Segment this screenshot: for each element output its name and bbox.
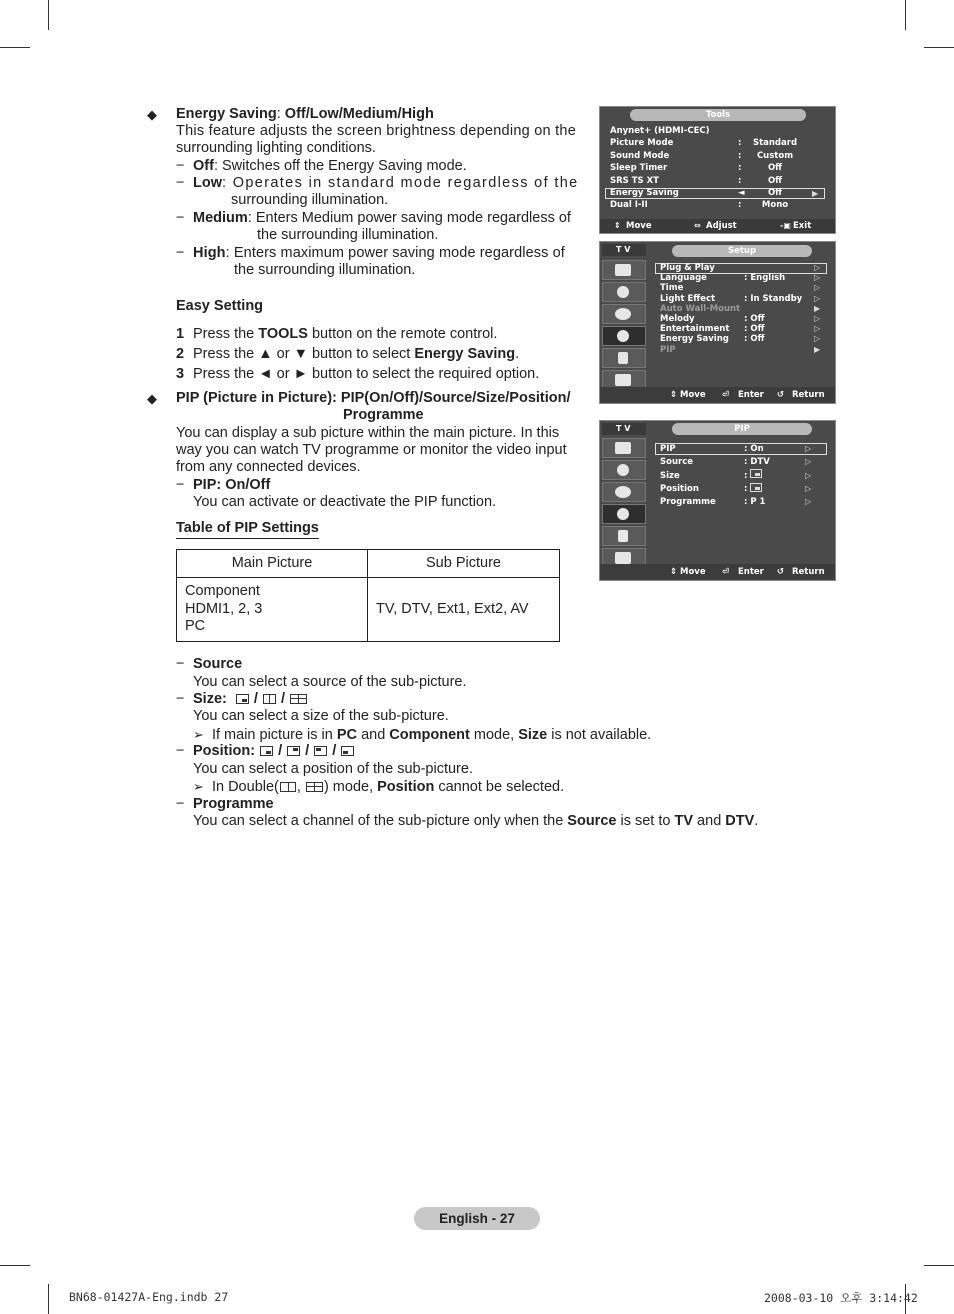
osd-tools-row-value: Custom bbox=[756, 150, 794, 161]
dash-bullet: − bbox=[176, 796, 185, 812]
channel-menu-icon bbox=[602, 304, 646, 324]
energy-saving-heading: Energy Saving: Off/Low/Medium/High bbox=[176, 106, 434, 122]
submenu-arrow-icon: ▷ bbox=[805, 483, 812, 493]
dash-bullet: − bbox=[176, 158, 185, 174]
size-text: You can select a size of the sub-picture. bbox=[193, 708, 449, 724]
energy-low-item-cont: surrounding illumination. bbox=[231, 192, 389, 208]
pip-heading: PIP (Picture in Picture): PIP(On/Off)/Source/Size/Position/ bbox=[176, 390, 571, 406]
programme-label: Programme bbox=[193, 796, 274, 812]
return-icon: ↺ bbox=[777, 567, 785, 577]
crop-mark bbox=[0, 1265, 30, 1266]
energy-desc-line: This feature adjusts the screen brightness depending on the bbox=[176, 123, 577, 139]
osd-tools-row-colon: ◄ bbox=[738, 188, 745, 198]
picture-menu-icon bbox=[602, 260, 646, 280]
source-text: You can select a source of the sub-picture. bbox=[193, 674, 467, 690]
osd-setup-row-value: : Off bbox=[744, 334, 765, 345]
osd-foot-move: Move bbox=[680, 567, 706, 577]
osd-pip-row-label: Programme bbox=[660, 497, 716, 508]
submenu-arrow-icon: ▷ bbox=[805, 444, 812, 453]
submenu-arrow-icon: ▷ bbox=[814, 263, 821, 272]
submenu-arrow-icon: ▷ bbox=[814, 324, 821, 334]
position-bottom-left-icon bbox=[341, 746, 354, 756]
pip-settings-table bbox=[176, 549, 560, 642]
osd-tools-row-label: Energy Saving bbox=[610, 188, 679, 198]
position-top-left-icon bbox=[314, 746, 327, 756]
pip-position-icon bbox=[750, 483, 762, 492]
osd-selection-highlight bbox=[655, 443, 827, 455]
osd-foot-move: Move bbox=[680, 390, 706, 400]
osd-pip-row-label: Size bbox=[660, 470, 680, 481]
double-mode-icon bbox=[280, 782, 296, 792]
pip-onoff-text: You can activate or deactivate the PIP function. bbox=[193, 494, 497, 510]
osd-pip-row-value: : bbox=[744, 483, 748, 494]
size-small-icon bbox=[236, 694, 249, 704]
osd-pip-row-value: : bbox=[744, 470, 748, 481]
table-header-sub: Sub Picture bbox=[368, 550, 560, 578]
energy-low-item: Low: Operates in standard mode regardless of the bbox=[193, 175, 579, 191]
programme-text: You can select a channel of the sub-picture only when the Source is set to TV and DTV. bbox=[193, 813, 759, 829]
source-label: Source bbox=[193, 656, 243, 672]
setup-menu-icon bbox=[602, 504, 646, 524]
crop-mark bbox=[924, 47, 954, 48]
osd-tools-footer bbox=[600, 219, 835, 233]
osd-tools-row-colon: : bbox=[738, 163, 742, 174]
move-icon: ⇕ bbox=[670, 390, 678, 400]
osd-tools-row-colon: : bbox=[738, 150, 742, 161]
submenu-arrow-icon: ▶ bbox=[814, 303, 821, 313]
enter-icon: ⏎ bbox=[722, 567, 730, 577]
picture-menu-icon bbox=[602, 438, 646, 458]
submenu-arrow-icon: ▶ bbox=[814, 344, 821, 354]
table-header-main: Main Picture bbox=[177, 550, 368, 578]
osd-foot-adjust: Adjust bbox=[706, 221, 737, 231]
print-slug-file: BN68-01427A-Eng.indb 27 bbox=[69, 1290, 229, 1304]
size-label: Size: / / bbox=[193, 691, 308, 708]
diamond-bullet-icon: ◆ bbox=[147, 107, 157, 122]
energy-medium-item: Medium: Enters Medium power saving mode regardless of bbox=[193, 210, 571, 226]
move-icon: ⇕ bbox=[670, 567, 678, 577]
table-cell-sub: TV, DTV, Ext1, Ext2, AV bbox=[368, 578, 560, 642]
osd-tools-row-colon: : bbox=[738, 175, 742, 186]
pip-size-icon bbox=[750, 469, 762, 478]
osd-tools-row-label: Picture Mode bbox=[610, 138, 674, 149]
step-text: Press the TOOLS button on the remote control. bbox=[193, 326, 498, 342]
dash-bullet: − bbox=[176, 743, 185, 759]
submenu-arrow-icon: ▷ bbox=[805, 497, 812, 507]
osd-setup-row-value: : In Standby bbox=[744, 293, 803, 304]
submenu-arrow-icon: ▷ bbox=[805, 470, 812, 480]
submenu-arrow-icon: ▷ bbox=[814, 334, 821, 344]
osd-setup-row-value: : English bbox=[744, 273, 786, 284]
size-double-wide-icon bbox=[290, 694, 307, 704]
osd-pip-row-label: Source bbox=[660, 457, 694, 468]
setup-menu-icon bbox=[602, 326, 646, 346]
osd-setup-row-label: PIP bbox=[660, 344, 676, 355]
osd-foot-enter: Enter bbox=[738, 390, 764, 400]
osd-setup-row-label: Auto Wall-Mount bbox=[660, 303, 741, 314]
sound-menu-icon bbox=[602, 282, 646, 302]
osd-tools-row-label: Sound Mode bbox=[610, 150, 670, 161]
pip-desc-line: You can display a sub picture within the main picture. In this bbox=[176, 425, 560, 441]
osd-tools-menu bbox=[599, 106, 836, 234]
osd-tools-row-label: Anynet+ (HDMI-CEC) bbox=[610, 126, 710, 136]
easy-setting-heading: Easy Setting bbox=[176, 298, 264, 314]
position-top-right-icon bbox=[287, 746, 300, 756]
position-note: ➢ In Double( , ) mode, Position cannot be selected. bbox=[193, 779, 565, 795]
osd-tools-row-value: Off bbox=[767, 175, 783, 186]
pip-desc-line: way you can watch TV programme or monitor the video input bbox=[176, 442, 567, 458]
osd-tools-row-colon: : bbox=[738, 138, 742, 149]
osd-pip-menu bbox=[599, 420, 836, 581]
pip-desc-line: from any connected devices. bbox=[176, 459, 361, 475]
channel-menu-icon bbox=[602, 482, 646, 502]
size-double-icon bbox=[263, 694, 276, 704]
crop-mark bbox=[905, 0, 906, 30]
energy-desc-line: surrounding lighting conditions. bbox=[176, 140, 376, 156]
osd-pip-row-label: Position bbox=[660, 483, 699, 494]
submenu-arrow-icon: ▷ bbox=[814, 293, 821, 303]
osd-setup-footer bbox=[600, 387, 835, 403]
step-text: Press the ▲ or ▼ button to select Energy Saving. bbox=[193, 346, 520, 362]
osd-tools-row-label: Dual I-II bbox=[610, 200, 648, 211]
step-number: 3 bbox=[176, 366, 185, 382]
pip-table-title: Table of PIP Settings bbox=[176, 520, 319, 539]
osd-tools-title: Tools bbox=[630, 109, 806, 121]
osd-foot-return: Return bbox=[792, 567, 825, 577]
dash-bullet: − bbox=[176, 691, 185, 707]
osd-foot-exit: Exit bbox=[793, 221, 812, 231]
osd-foot-move: Move bbox=[626, 221, 652, 231]
input-menu-icon bbox=[602, 526, 646, 546]
move-icon: ⇕ bbox=[614, 221, 621, 230]
double-wide-mode-icon bbox=[306, 782, 323, 792]
position-label: Position: / / / bbox=[193, 743, 355, 760]
pip-heading-cont: Programme bbox=[343, 407, 424, 423]
exit-icon: -▣ bbox=[780, 221, 791, 230]
osd-pip-row-label: PIP bbox=[660, 444, 676, 454]
submenu-arrow-icon: ▷ bbox=[805, 457, 812, 467]
adjust-icon: ⇔ bbox=[694, 221, 701, 230]
input-menu-icon bbox=[602, 348, 646, 368]
dash-bullet: − bbox=[176, 656, 185, 672]
osd-tools-row-value: Mono bbox=[761, 200, 789, 211]
dash-bullet: − bbox=[176, 477, 185, 493]
print-slug-date: 2008-03-10 오후 3:14:42 bbox=[764, 1291, 918, 1305]
dash-bullet: − bbox=[176, 210, 185, 226]
submenu-arrow-icon: ▷ bbox=[814, 314, 821, 323]
osd-setup-row-value: : Off bbox=[744, 314, 765, 324]
osd-tv-label: T V bbox=[602, 244, 646, 256]
osd-foot-enter: Enter bbox=[738, 567, 764, 577]
osd-setup-menu bbox=[599, 241, 836, 404]
osd-tools-row-value: Off bbox=[767, 163, 783, 174]
osd-foot-return: Return bbox=[792, 390, 825, 400]
dash-bullet: − bbox=[176, 175, 185, 191]
osd-tools-row-colon: : bbox=[738, 200, 742, 211]
osd-setup-row-value: : Off bbox=[744, 324, 765, 335]
enter-icon: ⏎ bbox=[722, 390, 730, 400]
table-cell-main: Component HDMI1, 2, 3 PC bbox=[177, 578, 368, 642]
energy-high-item: High: Enters maximum power saving mode regardless of bbox=[193, 245, 565, 261]
position-bottom-right-icon bbox=[260, 746, 273, 756]
osd-setup-row-label: Language bbox=[660, 273, 707, 284]
sound-menu-icon bbox=[602, 460, 646, 480]
osd-setup-row-label: Time bbox=[660, 283, 684, 294]
step-number: 1 bbox=[176, 326, 185, 342]
osd-pip-title: PIP bbox=[672, 423, 812, 435]
pip-onoff-label: PIP: On/Off bbox=[193, 477, 271, 493]
right-arrow-icon: ▶ bbox=[812, 189, 819, 198]
energy-high-item-cont: the surrounding illumination. bbox=[234, 262, 416, 278]
osd-pip-footer bbox=[600, 564, 835, 580]
crop-mark bbox=[48, 0, 49, 30]
energy-off-item: Off: Switches off the Energy Saving mode. bbox=[193, 158, 467, 174]
osd-setup-row-label: Plug & Play bbox=[660, 263, 715, 273]
osd-pip-row-value: : P 1 bbox=[744, 497, 766, 508]
osd-setup-row-label: Energy Saving bbox=[660, 334, 729, 345]
size-note: ➢ If main picture is in PC and Component mode, Size is not available. bbox=[193, 727, 652, 743]
step-text: Press the ◄ or ► button to select the required option. bbox=[193, 366, 540, 382]
position-text: You can select a position of the sub-picture. bbox=[193, 761, 473, 777]
diamond-bullet-icon: ◆ bbox=[147, 391, 157, 406]
osd-setup-row-label: Entertainment bbox=[660, 324, 730, 335]
note-arrow-icon: ➢ bbox=[193, 727, 204, 742]
crop-mark bbox=[924, 1265, 954, 1266]
crop-mark bbox=[48, 1284, 49, 1314]
osd-setup-title: Setup bbox=[672, 245, 812, 257]
osd-tools-row-value: Off bbox=[767, 188, 783, 198]
osd-tools-row-label: Sleep Timer bbox=[610, 163, 668, 174]
osd-tv-label: T V bbox=[602, 423, 646, 435]
osd-pip-row-value: : On bbox=[744, 444, 764, 454]
step-number: 2 bbox=[176, 346, 185, 362]
osd-setup-row-label: Light Effect bbox=[660, 293, 716, 304]
energy-medium-item-cont: the surrounding illumination. bbox=[257, 227, 439, 243]
submenu-arrow-icon: ▷ bbox=[814, 283, 821, 293]
osd-tools-row-label: SRS TS XT bbox=[610, 175, 659, 186]
osd-setup-row-label: Melody bbox=[660, 314, 695, 324]
crop-mark bbox=[0, 47, 30, 48]
note-arrow-icon: ➢ bbox=[193, 779, 204, 794]
page-number-badge: English - 27 bbox=[414, 1207, 540, 1230]
return-icon: ↺ bbox=[777, 390, 785, 400]
submenu-arrow-icon: ▷ bbox=[814, 273, 821, 283]
osd-pip-row-value: : DTV bbox=[744, 457, 770, 468]
dash-bullet: − bbox=[176, 245, 185, 261]
osd-tools-row-value: Standard bbox=[752, 138, 798, 149]
